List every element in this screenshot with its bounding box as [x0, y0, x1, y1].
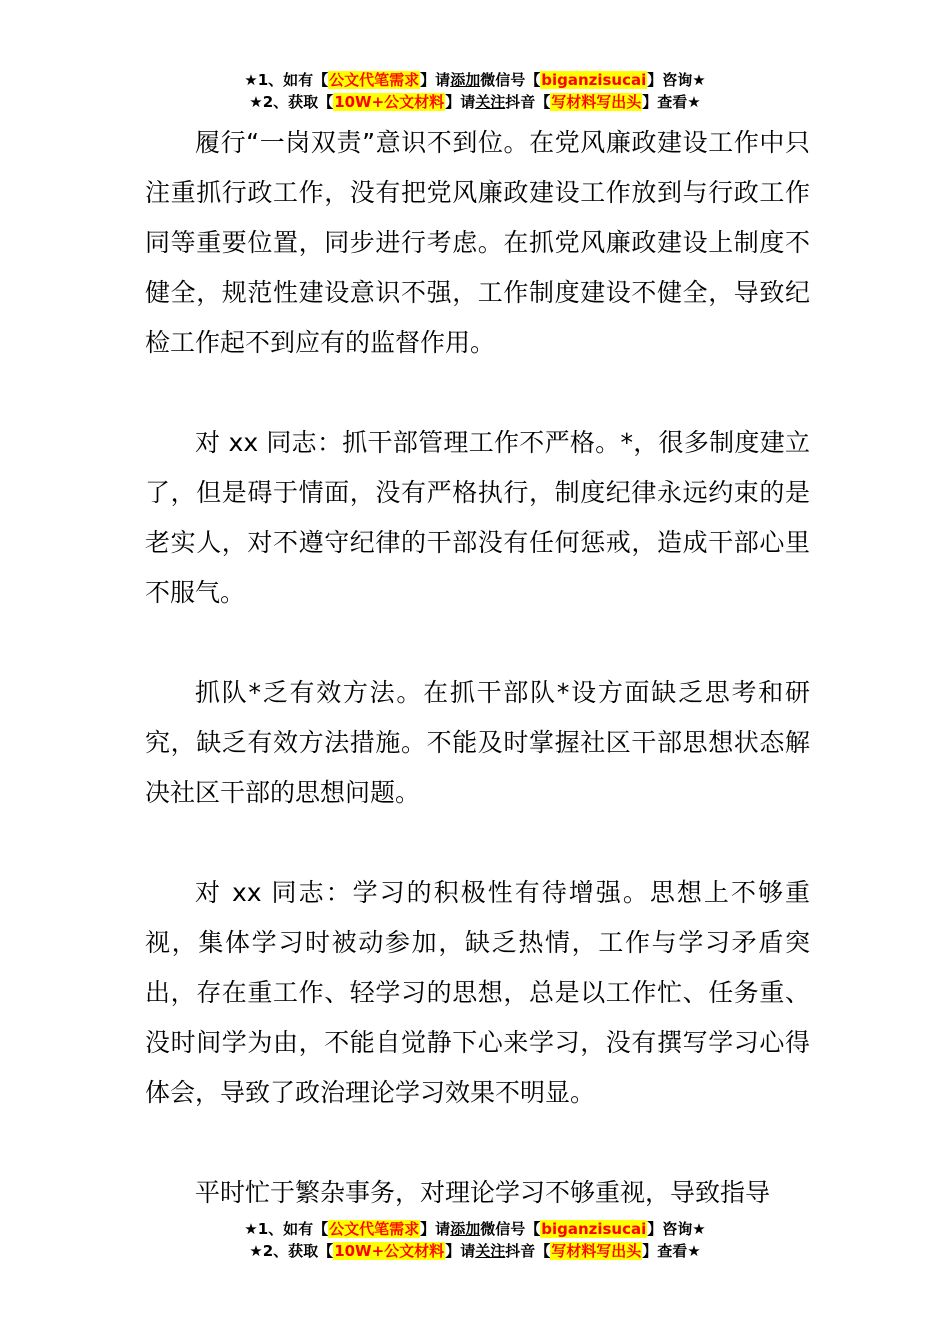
header-line-2-text: 】请 [445, 93, 476, 111]
footer-line-2-text: 】请 [445, 1242, 476, 1260]
footer-highlight-ghostwriting: 公文代笔需求 [329, 1220, 420, 1238]
footer-line-1-text: 】请 [420, 1220, 451, 1238]
header-line-1-text-2: 微信号【 [480, 71, 541, 89]
header-line-1-suffix: 】咨询★ [647, 71, 706, 89]
header-highlight-materials: 10W+公文材料 [334, 93, 445, 111]
header-follow-underlined: 关注 [475, 93, 506, 111]
header-add-underlined: 添加 [450, 71, 481, 89]
footer-line-1-suffix: 】咨询★ [647, 1220, 706, 1238]
header-highlight-douyin: 写材料写出头 [551, 93, 642, 111]
paragraph-3: 抓队*乏有效方法。在抓干部队*设方面缺乏思考和研究，缺乏有效方法措施。不能及时掌握社区干部思想状态解决社区干部的思想问题。 [145, 678, 810, 807]
footer-line-2 [0, 1240, 950, 1262]
footer-line-1 [0, 1218, 950, 1240]
paragraph-2: 对 xx 同志：抓干部管理工作不严格。*，很多制度建立了，但是碍于情面，没有严格执行，制度纪律永远约束的是老实人，对不遵守纪律的干部没有任何惩戒，造成干部心里不服气。 [145, 428, 810, 607]
footer-highlight-materials: 10W+公文材料 [334, 1242, 445, 1260]
header-line-2-suffix: 】查看★ [642, 93, 701, 111]
footer-highlight-wechat-id: biganzisucai [541, 1220, 647, 1238]
footer-line-2-prefix: ★2、获取【 [249, 1242, 334, 1260]
header-highlight-ghostwriting: 公文代笔需求 [329, 71, 420, 89]
header-banner [0, 69, 950, 113]
footer-line-1-text-2: 微信号【 [480, 1220, 541, 1238]
paragraph-5: 平时忙于繁杂事务，对理论学习不够重视，导致指导 [195, 1178, 771, 1207]
document-body [145, 118, 810, 1218]
paragraph-4: 对 xx 同志：学习的积极性有待增强。思想上不够重视，集体学习时被动参加，缺乏热情，工作与学习矛盾突出，存在重工作、轻学习的思想，总是以工作忙、任务重、没时间学为由，不能自觉静下心来学习，没有撰写学习心得体会，导致了政治理论学习效果不明显。 [145, 878, 810, 1107]
footer-follow-underlined: 关注 [475, 1242, 506, 1260]
footer-banner [0, 1218, 950, 1262]
header-line-2-text-2: 抖音【 [505, 93, 551, 111]
header-line-2 [0, 91, 950, 113]
header-highlight-wechat-id: biganzisucai [541, 71, 647, 89]
footer-line-2-text-2: 抖音【 [505, 1242, 551, 1260]
footer-highlight-douyin: 写材料写出头 [551, 1242, 642, 1260]
header-line-1-text: 】请 [420, 71, 451, 89]
header-line-2-prefix: ★2、获取【 [249, 93, 334, 111]
footer-add-underlined: 添加 [450, 1220, 481, 1238]
header-line-1-prefix: ★1、如有【 [244, 71, 329, 89]
paragraph-1: 履行“一岗双责”意识不到位。在党风廉政建设工作中只注重抓行政工作，没有把党风廉政建设工作放到与行政工作同等重要位置，同步进行考虑。在抓党风廉政建设上制度不健全，规范性建设意识不强，工作制度建设不健全，导致纪检工作起不到应有的监督作用。 [145, 128, 810, 357]
footer-line-2-suffix: 】查看★ [642, 1242, 701, 1260]
footer-line-1-prefix: ★1、如有【 [244, 1220, 329, 1238]
header-line-1 [0, 69, 950, 91]
